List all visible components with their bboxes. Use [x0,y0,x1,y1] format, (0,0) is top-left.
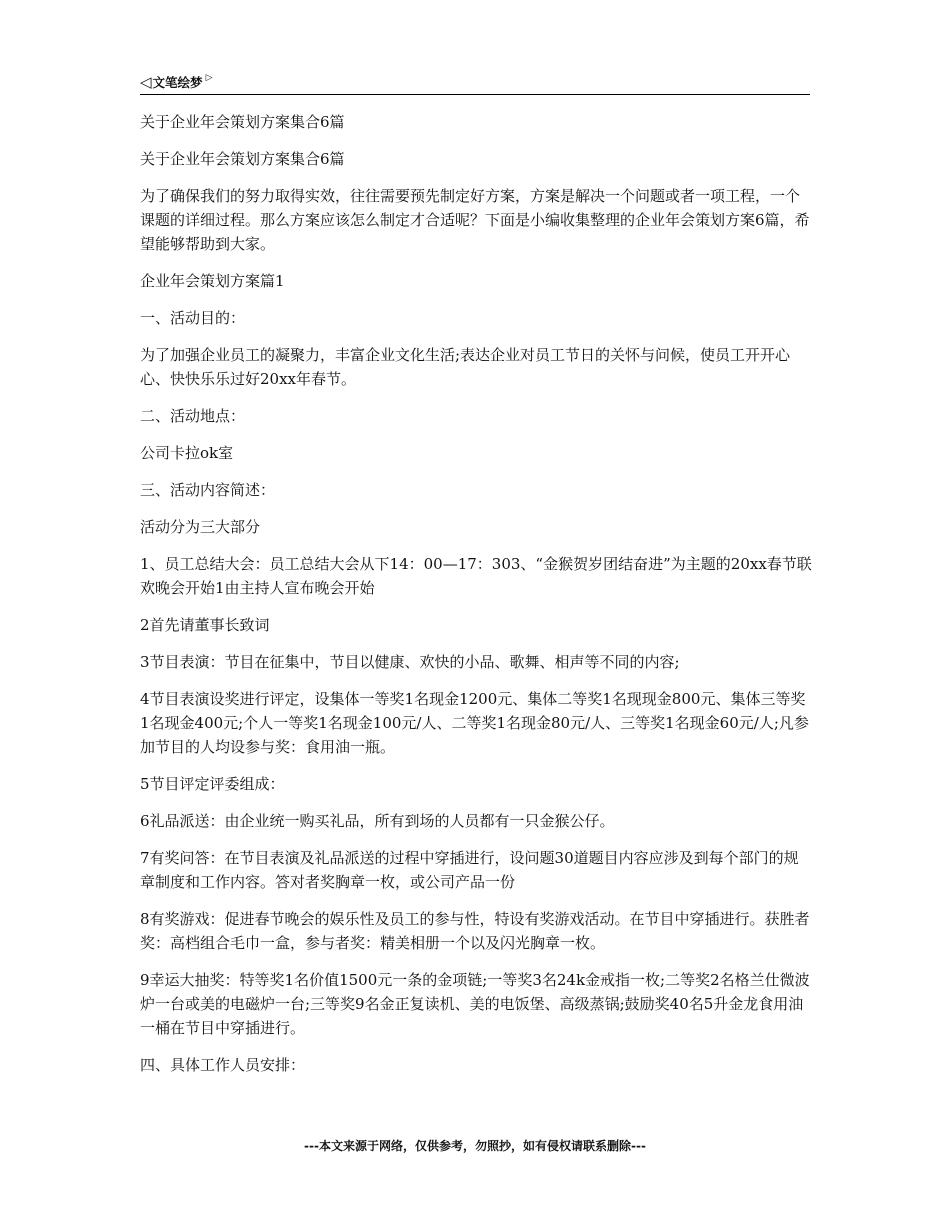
page-header [140,73,810,95]
list-item: 9幸运大抽奖：特等奖1名价值1500元一条的金项链;一等奖3名24k金戒指一枚;二等奖2名格兰仕微波炉一台或美的电磁炉一台;三等奖9名金正复读机、美的电饭堡、高级蒸锅;鼓励奖40名5升金龙食用油一桶在节目中穿插进行。 [140,971,810,1037]
list-item: 8有奖游戏：促进春节晚会的娱乐性及员工的参与性，特设有奖游戏活动。在节目中穿插进行。获胜者奖：高档组合毛巾一盒，参与者奖：精美相册一个以及闪光胸章一枚。 [140,910,810,952]
brand-logo [140,73,212,91]
list-item: 4节目表演设奖进行评定，设集体一等奖1名现金1200元、集体二等奖1名现现金800元、集体三等奖1名现金400元;个人一等奖1名现金100元/人、二等奖1名现金80元/人、三等奖1名现金60元/人;凡参加节目的人均设参与奖：食用油一瓶。 [140,690,809,756]
page-footer: ---本文来源于网络，仅供参考，勿照抄，如有侵权请联系删除--- [304,1139,646,1153]
list-item: 3节目表演：节目在征集中，节目以健康、欢快的小品、歌舞、相声等不同的内容; [140,653,680,671]
list-item: 2首先请董事长致词 [140,616,270,634]
paragraph: 活动分为三大部分 [140,518,261,536]
triangle-left-icon: ◁ [140,72,152,91]
triangle-right-icon: ▷ [205,73,213,83]
intro-paragraph: 为了确保我们的努力取得实效，往往需要预先制定好方案，方案是解决一个问题或者一项工程，一个课题的详细过程。那么方案应该怎么制定才合适呢？下面是小编收集整理的企业年会策划方案6篇，希望能够帮助到大家。 [140,187,810,253]
list-item: 5节目评定评委组成： [140,775,285,793]
subsection-heading: 二、活动地点： [140,407,246,425]
list-item: 7有奖问答：在节目表演及礼品派送的过程中穿插进行，设问题30道题目内容应涉及到每个部门的规章制度和工作内容。答对者奖胸章一枚，或公司产品一份 [140,849,799,891]
document-subtitle: 关于企业年会策划方案集合6篇 [140,150,345,168]
subsection-heading: 一、活动目的： [140,309,246,327]
list-item: 1、员工总结大会：员工总结大会从下14：00—17：303、“金猴贺岁团结奋进”为主题的20xx春节联欢晚会开始1由主持人宣布晚会开始 [140,555,812,597]
document-body [140,110,812,1090]
brand-logo-text: 文笔绘梦 [152,75,203,90]
subsection-heading: 四、具体工作人员安排： [140,1056,306,1074]
paragraph: 公司卡拉ok室 [140,444,234,462]
section-heading: 企业年会策划方案篇1 [140,272,285,290]
paragraph: 为了加强企业员工的凝聚力，丰富企业文化生活;表达企业对员工节日的关怀与问候，使员工开开心心、快快乐乐过好20xx年春节。 [140,346,791,388]
document-title: 关于企业年会策划方案集合6篇 [140,113,345,131]
subsection-heading: 三、活动内容简述： [140,481,276,499]
list-item: 6礼品派送：由企业统一购买礼品，所有到场的人员都有一只金猴公仔。 [140,812,615,830]
